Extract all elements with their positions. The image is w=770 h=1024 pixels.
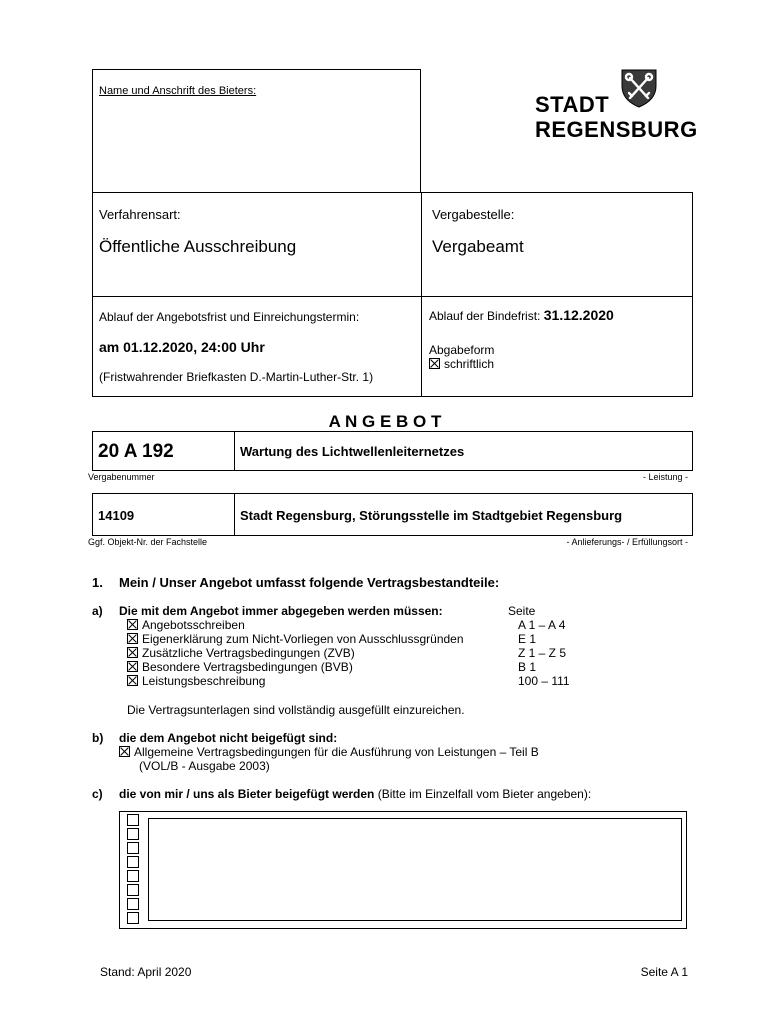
object-divider [234, 494, 235, 535]
part-a-letter: a) [92, 604, 103, 618]
attachment-checkbox[interactable] [127, 884, 139, 896]
part-c-title-row [119, 787, 591, 801]
list-item: Zusätzliche Vertragsbedingungen (ZVB) [127, 646, 355, 660]
attachment-checkbox[interactable] [127, 814, 139, 826]
object-location-caption: - Anlieferungs- / Erfüllungsort - [566, 537, 688, 547]
award-divider [234, 432, 235, 470]
part-b-title: die dem Angebot nicht beigefügt sind: [119, 731, 338, 745]
part-a-note: Die Vertragsunterlagen sind vollständig ausgefüllt einzureichen. [127, 703, 465, 717]
logo-line1: STADT [535, 92, 610, 117]
award-service: Wartung des Lichtwellenleiternetzes [240, 444, 465, 459]
attachment-checkbox[interactable] [127, 870, 139, 882]
list-item-page: E 1 [518, 632, 537, 646]
list-item: Angebotsschreiben [127, 618, 245, 632]
coat-of-arms-icon [618, 68, 660, 108]
checked-box-icon[interactable] [429, 358, 440, 369]
list-item-page: Z 1 – Z 5 [518, 646, 567, 660]
checked-box-icon[interactable] [119, 746, 130, 757]
attachment-checkbox[interactable] [127, 912, 139, 924]
procedure-label: Verfahrensart: [99, 207, 181, 222]
form-value: schriftlich [444, 357, 495, 371]
list-item-page: B 1 [518, 660, 537, 674]
footer-right: Seite A 1 [640, 965, 688, 979]
city-logo [535, 68, 698, 143]
attachment-checkbox[interactable] [127, 842, 139, 854]
list-item-page: A 1 – A 4 [518, 618, 566, 632]
form-value-row [429, 357, 494, 371]
award-number-caption: Vergabenummer [88, 472, 155, 482]
part-b-item-note: (VOL/B - Ausgabe 2003) [139, 759, 270, 773]
part-c-title: die von mir / uns als Bieter beigefügt werden [119, 787, 375, 801]
deadline-label: Ablauf der Angebotsfrist und Einreichungstermin: [99, 310, 360, 324]
list-item: Leistungsbeschreibung [127, 674, 265, 688]
attachment-checkbox[interactable] [127, 856, 139, 868]
object-box [92, 493, 693, 536]
attachments-input[interactable] [148, 818, 682, 921]
object-number: 14109 [98, 508, 135, 523]
award-box [92, 431, 693, 471]
logo-line2: REGENSBURG [535, 117, 698, 142]
attachment-checkbox[interactable] [127, 898, 139, 910]
checked-box-icon[interactable] [127, 619, 138, 630]
list-item-page: 100 – 111 [518, 674, 570, 688]
award-number: 20 A 192 [98, 441, 174, 462]
list-item: Besondere Vertragsbedingungen (BVB) [127, 660, 353, 674]
authority-value: Vergabeamt [432, 237, 524, 256]
checked-box-icon[interactable] [127, 647, 138, 658]
binding-value: 31.12.2020 [543, 307, 614, 323]
procedure-value: Öffentliche Ausschreibung [99, 237, 297, 256]
deadline-value: am 01.12.2020, 24:00 Uhr [99, 339, 265, 355]
object-location: Stadt Regensburg, Störungsstelle im Stadtgebiet Regensburg [240, 508, 623, 523]
part-b-item: Allgemeine Vertragsbedingungen für die Ausführung von Leistungen – Teil B [119, 745, 539, 759]
binding-label: Ablauf der Bindefrist: [429, 309, 541, 323]
form-label: Abgabeform [429, 343, 495, 357]
part-b-letter: b) [92, 731, 104, 745]
bidder-box [92, 69, 421, 193]
part-a-title: Die mit dem Angebot immer abgegeben werden müssen: [119, 604, 443, 618]
deadline-divider [421, 297, 422, 396]
procedure-box [92, 192, 693, 297]
checked-box-icon[interactable] [127, 633, 138, 644]
list-item: Eigenerklärung zum Nicht-Vorliegen von Ausschlussgründen [127, 632, 464, 646]
object-number-caption: Ggf. Objekt-Nr. der Fachstelle [88, 537, 208, 547]
deadline-box [92, 296, 693, 397]
part-c-letter: c) [92, 787, 103, 801]
checked-box-icon[interactable] [127, 675, 138, 686]
deadline-note: (Fristwahrender Briefkasten D.-Martin-Luther-Str. 1) [99, 370, 374, 384]
binding-row [429, 307, 614, 323]
section1-title: Mein / Unser Angebot umfasst folgende Vertragsbestandteile: [119, 575, 500, 590]
authority-label: Vergabestelle: [432, 207, 515, 222]
checked-box-icon[interactable] [127, 661, 138, 672]
award-service-caption: - Leistung - [642, 472, 688, 482]
section1-num: 1. [92, 575, 103, 590]
attachments-box [119, 811, 687, 929]
footer-left: Stand: April 2020 [100, 965, 192, 979]
procedure-divider [421, 193, 422, 296]
attachment-checkbox[interactable] [127, 828, 139, 840]
part-a-page-header: Seite [508, 604, 536, 618]
bidder-label: Name und Anschrift des Bieters: [99, 85, 257, 97]
part-c-note: (Bitte im Einzelfall vom Bieter angeben): [377, 787, 592, 801]
offer-heading: A N G E B O T [328, 412, 442, 431]
